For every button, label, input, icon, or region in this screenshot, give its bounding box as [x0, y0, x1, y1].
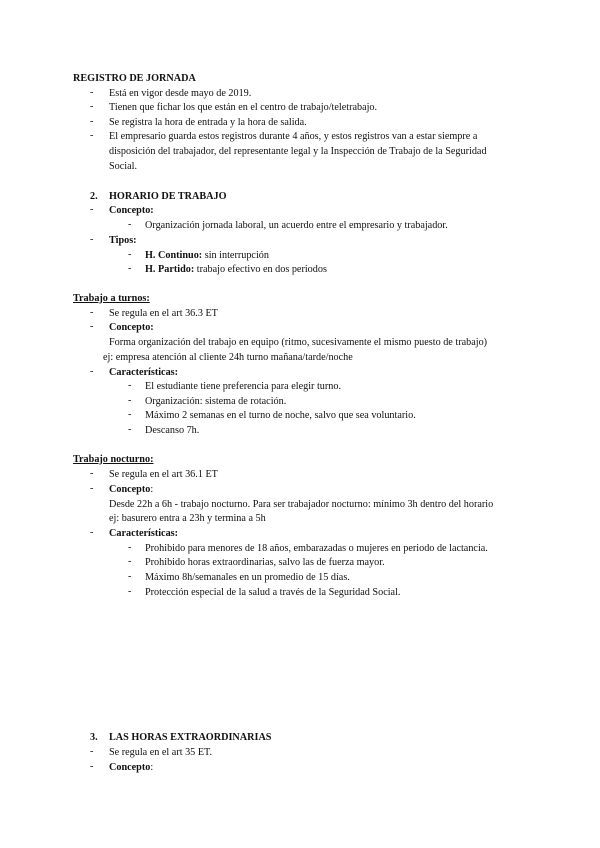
bullet-dash: -	[90, 321, 94, 332]
list-item: Se registra la hora de entrada y la hora de salida.	[109, 117, 307, 128]
concepto-colon: :	[150, 762, 154, 773]
list-item	[145, 263, 327, 277]
section-number: 3.	[90, 732, 98, 743]
list-item-continuation: Social.	[109, 161, 138, 172]
concepto-text: Forma organización del trabajo en equipo (ritmo, sucesivamente el mismo puesto de trabajo)	[109, 337, 488, 348]
section-number: 2.	[90, 191, 98, 202]
bullet-dash: -	[128, 424, 132, 435]
tipos-label: Tipos:	[109, 235, 137, 246]
concepto-line	[109, 761, 153, 775]
list-item: Protección especial de la salud a través de la Seguridad Social.	[145, 587, 401, 598]
bullet-dash: -	[128, 571, 132, 582]
list-item: Organización: sistema de rotación.	[145, 396, 287, 407]
bullet-dash: -	[128, 586, 132, 597]
concepto-text: Organización jornada laboral, un acuerdo entre el empresario y trabajador.	[145, 220, 448, 231]
list-item: El empresario guarda estos registros durante 4 años, y estos registros van a estar siempre a	[109, 131, 478, 142]
bullet-dash: -	[90, 116, 94, 127]
list-item: Descanso 7h.	[145, 425, 200, 436]
continuo-label: H. Continuo:	[145, 250, 203, 261]
bullet-dash: -	[128, 263, 132, 274]
ejemplo-text: ej: basurero entra a 23h y termina a 5h	[109, 513, 266, 524]
bullet-dash: -	[90, 101, 94, 112]
bullet-dash: -	[90, 87, 94, 98]
section-title-extra: LAS HORAS EXTRAORDINARIAS	[109, 732, 272, 743]
bullet-dash: -	[90, 746, 94, 757]
bullet-dash: -	[128, 249, 132, 260]
list-item: Está en vigor desde mayo de 2019.	[109, 88, 252, 99]
bullet-dash: -	[90, 366, 94, 377]
list-item: Prohibido para menores de 18 años, embarazadas o mujeres en periodo de lactancia.	[145, 543, 488, 554]
bullet-dash: -	[128, 542, 132, 553]
section-title-turnos: Trabajo a turnos:	[73, 293, 150, 304]
bullet-dash: -	[90, 234, 94, 245]
bullet-dash: -	[90, 204, 94, 215]
section-title-horario: HORARIO DE TRABAJO	[109, 191, 227, 202]
bullet-dash: -	[128, 556, 132, 567]
bullet-dash: -	[90, 130, 94, 141]
bullet-dash: -	[128, 380, 132, 391]
concepto-line	[109, 483, 153, 497]
bullet-dash: -	[90, 761, 94, 772]
ejemplo-text: ej: empresa atención al cliente 24h turno mañana/tarde/noche	[103, 352, 353, 363]
concepto-label: Concepto:	[109, 322, 154, 333]
concepto-text: Desde 22h a 6h - trabajo nocturno. Para ser trabajador nocturno: mínimo 3h dentro del horario	[109, 499, 494, 510]
bullet-dash: -	[90, 483, 94, 494]
partido-label: H. Partido:	[145, 264, 195, 275]
list-item: Se regula en el art 36.3 ET	[109, 308, 218, 319]
list-item-continuation: disposición del trabajador, del representante legal y la Inspección de Trabajo de la Seguridad	[109, 146, 487, 157]
section-title-nocturno: Trabajo nocturno:	[73, 454, 154, 465]
partido-text: trabajo efectivo en dos periodos	[194, 264, 327, 275]
bullet-dash: -	[90, 468, 94, 479]
list-item: Tienen que fichar los que están en el centro de trabajo/teletrabajo.	[109, 102, 378, 113]
concepto-colon: :	[150, 484, 154, 495]
bullet-dash: -	[90, 527, 94, 538]
bullet-dash: -	[128, 409, 132, 420]
concepto-label: Concepto	[109, 484, 151, 495]
caracteristicas-label: Características:	[109, 528, 179, 539]
section-title-registro: REGISTRO DE JORNADA	[73, 73, 196, 84]
list-item: Se regula en el art 35 ET.	[109, 747, 213, 758]
list-item: Prohibido horas extraordinarias, salvo las de fuerza mayor.	[145, 557, 385, 568]
list-item: El estudiante tiene preferencia para elegir turno.	[145, 381, 342, 392]
bullet-dash: -	[90, 307, 94, 318]
concepto-label: Concepto	[109, 762, 151, 773]
concepto-label: Concepto:	[109, 205, 154, 216]
list-item	[145, 249, 269, 263]
list-item: Se regula en el art 36.1 ET	[109, 469, 218, 480]
caracteristicas-label: Características:	[109, 367, 179, 378]
bullet-dash: -	[128, 219, 132, 230]
bullet-dash: -	[128, 395, 132, 406]
list-item: Máximo 2 semanas en el turno de noche, salvo que sea voluntario.	[145, 410, 416, 421]
list-item: Máximo 8h/semanales en un promedio de 15 días.	[145, 572, 350, 583]
continuo-text: sin interrupción	[202, 250, 269, 261]
